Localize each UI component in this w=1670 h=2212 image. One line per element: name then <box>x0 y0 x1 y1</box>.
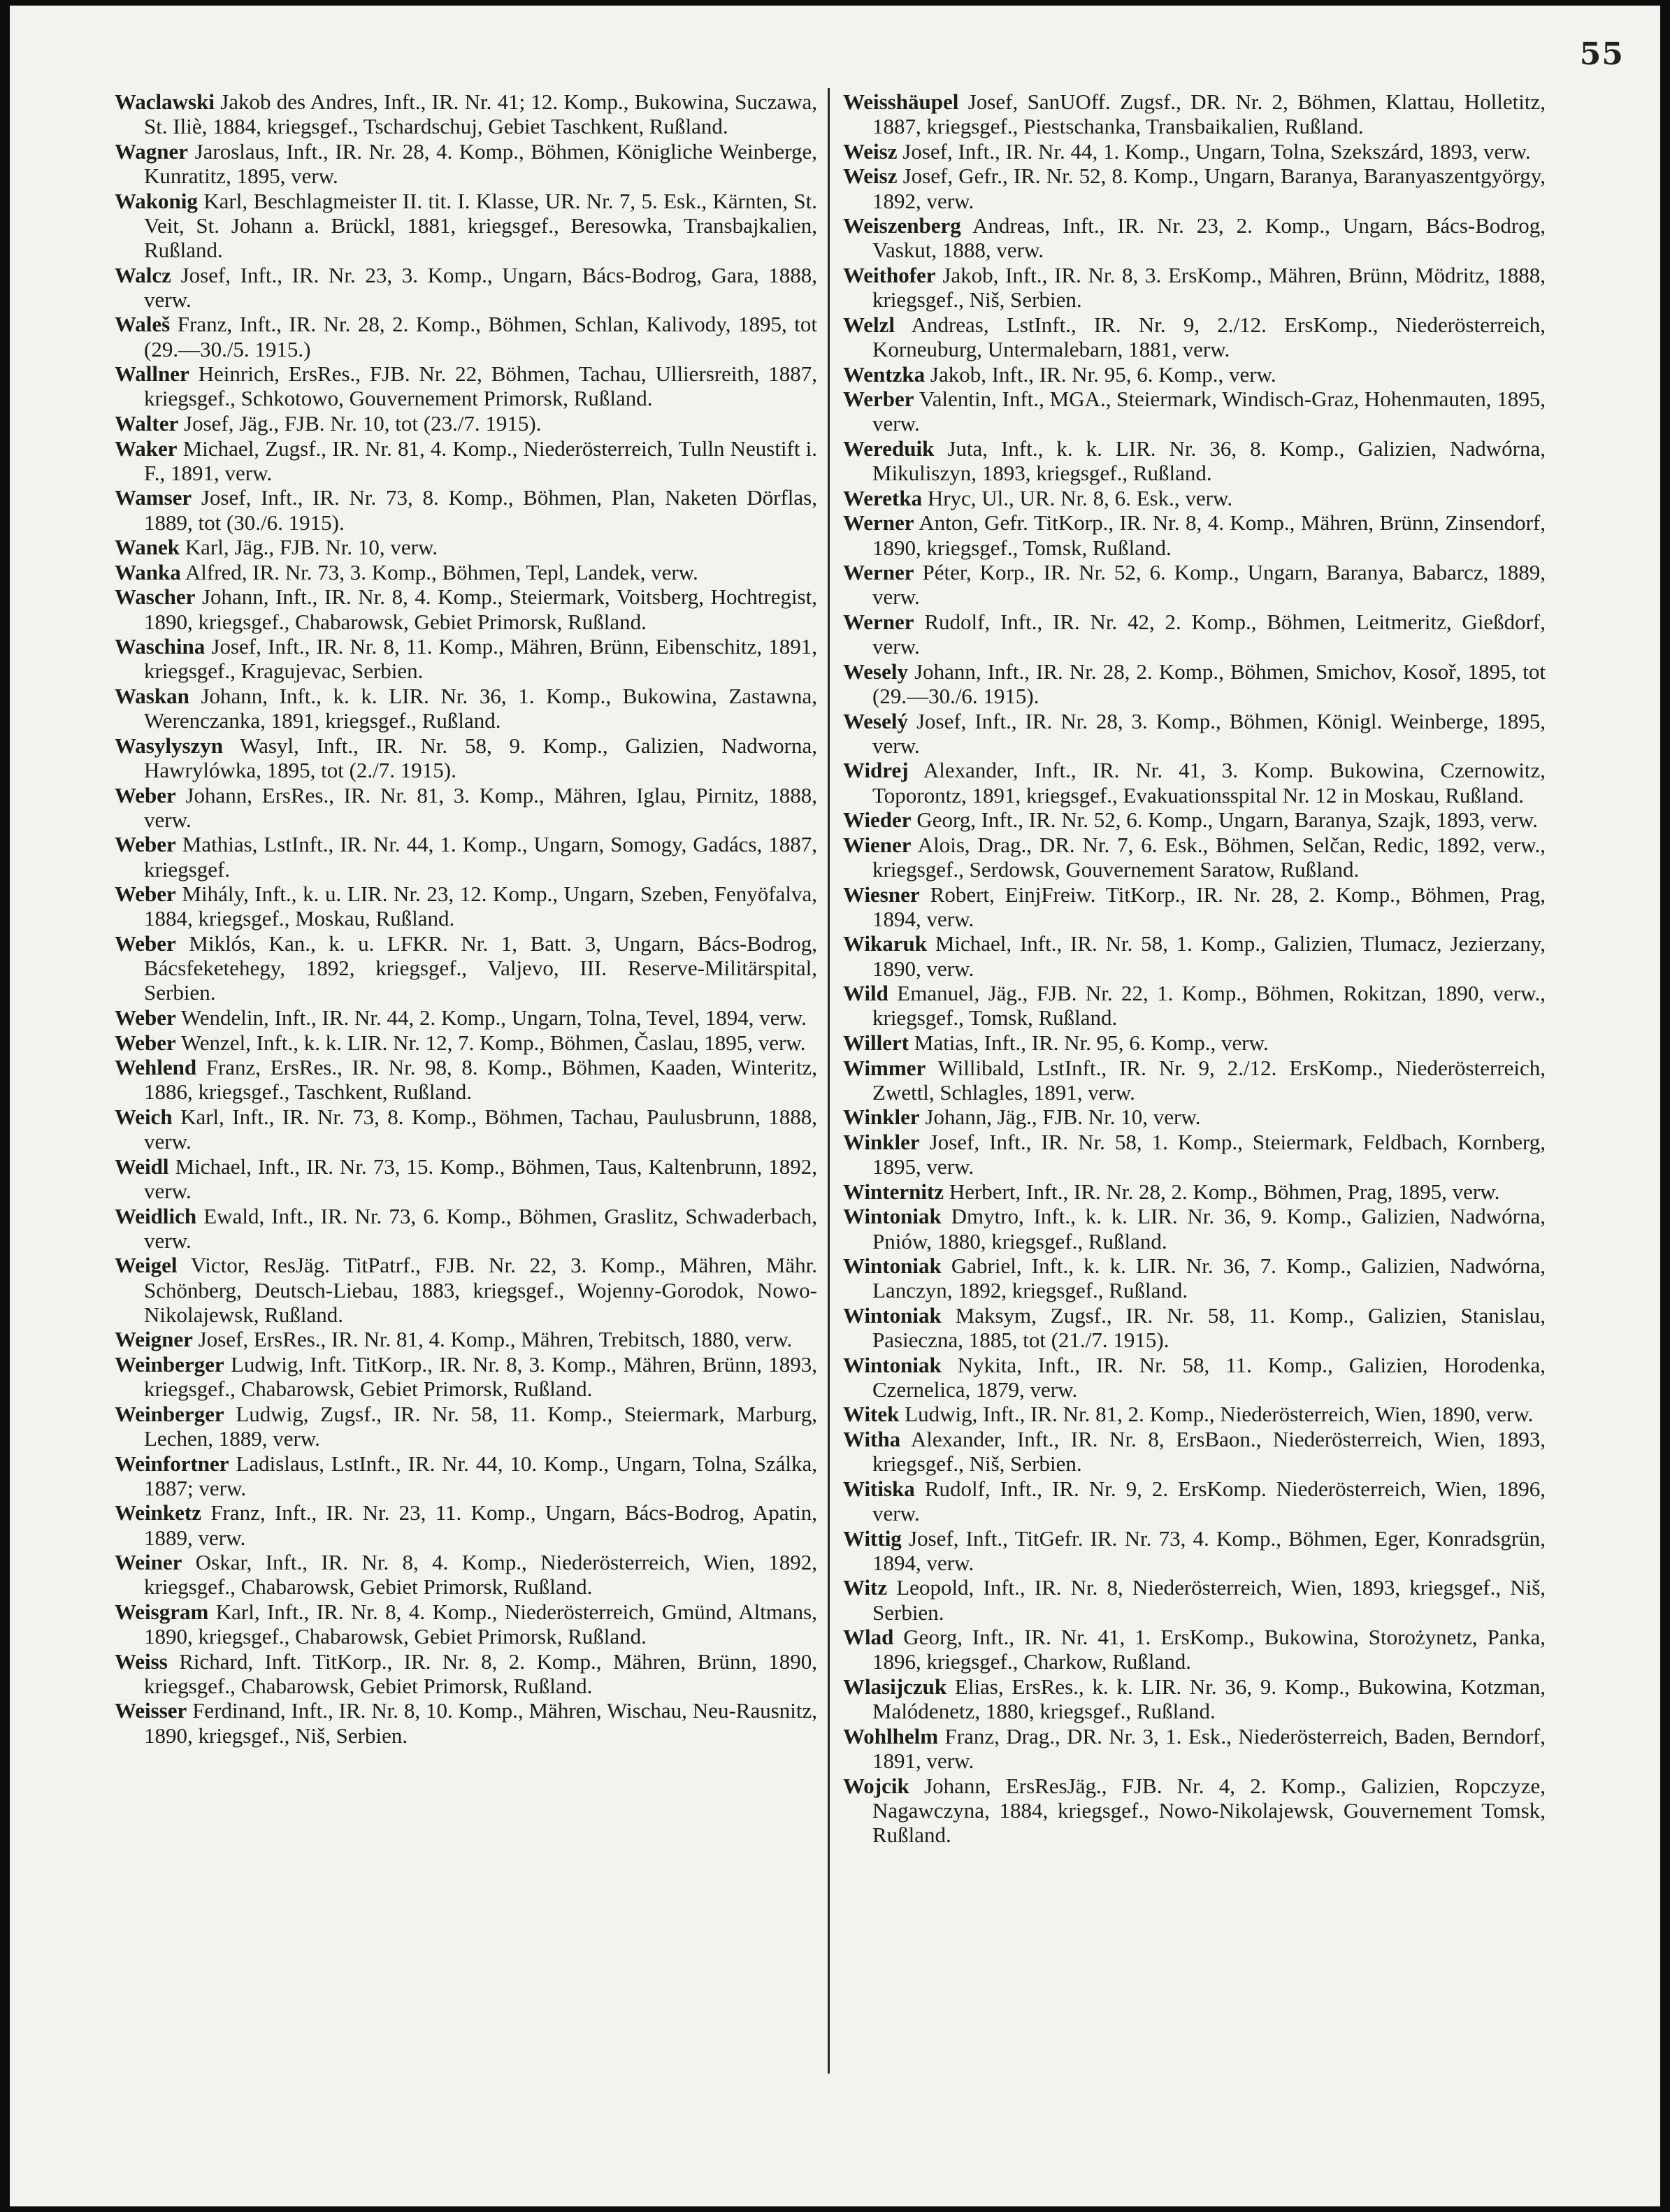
entry-surname: Winkler <box>843 1105 920 1130</box>
register-entry <box>115 361 817 410</box>
register-entry <box>115 1402 817 1451</box>
entry-details: Jakob, Inft., IR. Nr. 95, 6. Komp., verw. <box>930 361 1276 387</box>
entry-surname: Waker <box>115 436 178 461</box>
register-entry <box>843 882 1546 931</box>
entry-details: Josef, Inft., IR. Nr. 73, 8. Komp., Böhmen, Plan, Naketen Dörflas, 1889, tot (30./6. 1915). <box>144 485 817 535</box>
register-entry <box>115 436 817 485</box>
register-entry <box>115 1698 817 1747</box>
entry-surname: Werner <box>843 510 914 536</box>
entry-details: Michael, Inft., IR. Nr. 58, 1. Komp., Galizien, Tlumacz, Jezierzany, 1890, verw. <box>872 931 1546 981</box>
entry-details: Josef, Inft., IR. Nr. 28, 3. Komp., Böhmen, Königl. Weinberge, 1895, verw. <box>872 708 1546 758</box>
entry-surname: Wintoniak <box>843 1254 942 1279</box>
register-entry <box>115 1105 817 1154</box>
register-entry <box>843 89 1546 138</box>
entry-details: Leopold, Inft., IR. Nr. 8, Niederösterreich, Wien, 1893, kriegsgef., Niš, Serbien. <box>872 1575 1546 1625</box>
entry-surname: Wagner <box>115 138 189 164</box>
entry-surname: Weiss <box>115 1649 168 1674</box>
entry-surname: Wascher <box>115 584 196 610</box>
entry-surname: Weber <box>115 1030 176 1055</box>
register-entry <box>843 1130 1546 1179</box>
register-entry <box>843 1254 1546 1302</box>
register-entry <box>115 832 817 881</box>
entry-details: Wasyl, Inft., IR. Nr. 58, 9. Komp., Galizien, Nadworna, Hawrylówka, 1895, tot (2./7. 1915). <box>144 733 817 782</box>
entry-surname: Weithofer <box>843 262 936 287</box>
document-page <box>10 6 1660 2206</box>
register-entry <box>843 1477 1546 1525</box>
entry-details: Johann, Inft., IR. Nr. 8, 4. Komp., Steiermark, Voitsberg, Hochtregist, 1890, kriegsgef., Chabarowsk, Gebiet Primorsk, Rußland. <box>144 584 817 634</box>
entry-surname: Weisz <box>843 138 898 164</box>
entry-surname: Willert <box>843 1030 909 1055</box>
register-entry <box>115 1005 817 1030</box>
entry-details: Josef, ErsRes., IR. Nr. 81, 4. Komp., Mähren, Trebitsch, 1880, verw. <box>198 1327 793 1352</box>
entry-details: Elias, ErsRes., k. k. LIR. Nr. 36, 9. Komp., Bukowina, Kotzman, Malódenetz, 1880, kriegsgef., Rußland. <box>872 1674 1546 1724</box>
register-entry <box>115 1500 817 1549</box>
register-entry <box>115 411 817 436</box>
register-entry <box>843 139 1546 164</box>
entry-surname: Weinfortner <box>115 1451 229 1476</box>
entry-surname: Winternitz <box>843 1179 944 1204</box>
register-entry <box>843 833 1546 882</box>
entry-surname: Weber <box>115 882 176 907</box>
register-entry <box>843 1674 1546 1723</box>
entry-details: Ewald, Inft., IR. Nr. 73, 6. Komp., Böhmen, Graslitz, Schwaderbach, verw. <box>144 1203 818 1253</box>
register-entry <box>115 1352 817 1401</box>
entry-surname: Waclawski <box>115 89 215 114</box>
entry-surname: Weber <box>115 1005 176 1030</box>
register-entry <box>115 485 817 534</box>
register-entry <box>843 1402 1546 1426</box>
entry-details: Wenzel, Inft., k. k. LIR. Nr. 12, 7. Komp., Böhmen, Časlau, 1895, verw. <box>181 1030 806 1055</box>
entry-details: Juta, Inft., k. k. LIR. Nr. 36, 8. Komp., Galizien, Nadwórna, Mikuliszyn, 1893, kriegsgef., Rußland. <box>872 436 1546 486</box>
register-entry <box>843 164 1546 213</box>
register-entry <box>843 387 1546 436</box>
entry-details: Emanuel, Jäg., FJB. Nr. 22, 1. Komp., Böhmen, Rokitzan, 1890, verw., kriegsgef., Tomsk, Rußland. <box>872 981 1546 1030</box>
entry-surname: Wieder <box>843 807 912 833</box>
entry-details: Rudolf, Inft., IR. Nr. 9, 2. ErsKomp. Niederösterreich, Wien, 1896, verw. <box>872 1476 1546 1526</box>
entry-surname: Wereduik <box>843 436 935 461</box>
entry-surname: Walter <box>115 410 179 436</box>
entry-details: Franz, Inft., IR. Nr. 28, 2. Komp., Böhmen, Schlan, Kalivody, 1895, tot (29.—30./5. 1915.) <box>144 312 817 361</box>
entry-details: Péter, Korp., IR. Nr. 52, 6. Komp., Ungarn, Baranya, Babarcz, 1889, verw. <box>872 560 1546 610</box>
register-entry <box>115 263 817 312</box>
entry-details: Josef, Inft., IR. Nr. 8, 11. Komp., Mähren, Brünn, Eibenschitz, 1891, kriegsgef., Kragujevac, Serbien. <box>144 634 818 684</box>
register-entry <box>843 1724 1546 1773</box>
entry-surname: Wakonig <box>115 188 198 213</box>
entry-details: Josef, Inft., TitGefr. IR. Nr. 73, 4. Komp., Böhmen, Eger, Konradsgrün, 1894, verw. <box>872 1525 1546 1575</box>
entry-details: Andreas, Inft., IR. Nr. 23, 2. Komp., Ungarn, Bács-Bodrog, Vaskut, 1888, verw. <box>872 213 1546 263</box>
register-entry <box>843 610 1546 659</box>
entry-details: Johann, Inft., IR. Nr. 28, 2. Komp., Böhmen, Smichov, Kosoř, 1895, tot (29.—30./6. 1915). <box>872 659 1546 708</box>
entry-details: Willibald, LstInft., IR. Nr. 9, 2./12. ErsKomp., Niederösterreich, Zwettl, Schlagles, 1891, verw. <box>872 1055 1546 1105</box>
entry-surname: Waleš <box>115 312 171 337</box>
entry-surname: Weisz <box>843 164 898 189</box>
entry-details: Jaroslaus, Inft., IR. Nr. 28, 4. Komp., Böhmen, Königliche Weinberge, Kunratitz, 1895, verw. <box>144 138 817 188</box>
register-entry <box>115 684 817 733</box>
register-entry <box>843 931 1546 980</box>
entry-surname: Werber <box>843 387 914 412</box>
entry-details: Alexander, Inft., IR. Nr. 8, ErsBaon., Niederösterreich, Wien, 1893, kriegsgef., Niš, Serbien. <box>872 1427 1546 1477</box>
entry-details: Nykita, Inft., IR. Nr. 58, 11. Komp., Galizien, Horodenka, Czernelica, 1879, verw. <box>872 1352 1546 1402</box>
register-entry <box>115 1649 817 1698</box>
entry-details: Valentin, Inft., MGA., Steiermark, Windisch-Graz, Hohenmauten, 1895, verw. <box>872 387 1546 436</box>
entry-details: Johann, ErsResJäg., FJB. Nr. 4, 2. Komp., Galizien, Ropczyze, Nagawczyna, 1884, kriegsgef., Nowo-Nikolajewsk, Gouvernement Tomsk, Rußland. <box>872 1773 1546 1848</box>
entry-details: Franz, ErsRes., IR. Nr. 98, 8. Komp., Böhmen, Kaaden, Winteritz, 1886, kriegsgef., Taschkent, Rußland. <box>144 1055 817 1105</box>
register-entry <box>115 312 817 361</box>
entry-details: Ludwig, Zugsf., IR. Nr. 58, 11. Komp., Steiermark, Marburg, Lechen, 1889, verw. <box>144 1401 817 1451</box>
entry-surname: Waskan <box>115 683 189 708</box>
register-entry <box>115 1600 817 1649</box>
entry-surname: Wohlhelm <box>843 1723 939 1748</box>
register-entry <box>115 1451 817 1500</box>
register-entry <box>843 1526 1546 1575</box>
entry-details: Karl, Jäg., FJB. Nr. 10, verw. <box>185 535 438 560</box>
entry-surname: Werner <box>843 609 914 634</box>
entry-surname: Weselý <box>843 708 908 733</box>
register-entry <box>115 733 817 782</box>
entry-surname: Weidlich <box>115 1203 197 1228</box>
entry-surname: Wiesner <box>843 882 920 907</box>
entry-surname: Wanek <box>115 535 180 560</box>
register-entry <box>843 1030 1546 1055</box>
right-column <box>843 89 1546 1848</box>
register-entry <box>115 1055 817 1104</box>
entry-surname: Weisser <box>115 1698 187 1723</box>
entry-surname: Wamser <box>115 485 192 510</box>
entry-surname: Widrej <box>843 758 909 783</box>
entry-surname: Wojcik <box>843 1773 909 1798</box>
register-entry <box>843 1179 1546 1204</box>
register-entry <box>843 981 1546 1030</box>
entry-details: Matias, Inft., IR. Nr. 95, 6. Komp., verw. <box>914 1030 1269 1055</box>
entry-surname: Weisshäupel <box>843 89 959 114</box>
entry-details: Georg, Inft., IR. Nr. 52, 6. Komp., Ungarn, Baranya, Szajk, 1893, verw. <box>916 807 1538 833</box>
entry-details: Victor, ResJäg. TitPatrf., FJB. Nr. 22, 3. Komp., Mähren, Mähr. Schönberg, Deutsch-Liebau, 1883, kriegsgef., Wojenny-Gorodok, Nowo-Nikolajewsk, Rußland. <box>144 1253 817 1327</box>
entry-details: Franz, Inft., IR. Nr. 23, 11. Komp., Ungarn, Bács-Bodrog, Apatin, 1889, verw. <box>144 1500 818 1550</box>
entry-details: Hryc, Ul., UR. Nr. 8, 6. Esk., verw. <box>927 485 1233 510</box>
register-entry <box>843 1303 1546 1352</box>
entry-surname: Witz <box>843 1575 888 1600</box>
entry-surname: Wild <box>843 981 888 1006</box>
register-entry <box>843 758 1546 807</box>
entry-details: Robert, EinjFreiw. TitKorp., IR. Nr. 28, 2. Komp., Böhmen, Prag, 1894, verw. <box>872 882 1546 931</box>
register-entry <box>115 1550 817 1599</box>
entry-surname: Wintoniak <box>843 1204 942 1229</box>
register-entry <box>843 1105 1546 1129</box>
entry-details: Alfred, IR. Nr. 73, 3. Komp., Böhmen, Tepl, Landek, verw. <box>185 559 698 584</box>
register-entry <box>115 1327 817 1351</box>
left-column <box>115 89 817 1748</box>
entry-details: Wendelin, Inft., IR. Nr. 44, 2. Komp., Ungarn, Tolna, Tevel, 1894, verw. <box>181 1005 807 1030</box>
entry-details: Karl, Beschlagmeister II. tit. I. Klasse, UR. Nr. 7, 5. Esk., Kärnten, St. Veit, St. Johann a. Brückl, 1881, kriegsgef., Beresowka, Transbajkalien, Rußland. <box>144 188 818 262</box>
entry-surname: Waschina <box>115 634 206 659</box>
entry-surname: Weinberger <box>115 1351 224 1377</box>
entry-details: Franz, Drag., DR. Nr. 3, 1. Esk., Niederösterreich, Baden, Berndorf, 1891, verw. <box>872 1723 1546 1774</box>
entry-details: Andreas, LstInft., IR. Nr. 9, 2./12. ErsKomp., Niederösterreich, Korneuburg, Untermalebarn, 1881, verw. <box>872 312 1546 361</box>
column-divider <box>828 88 830 2074</box>
entry-surname: Weinberger <box>115 1401 224 1426</box>
entry-surname: Weber <box>115 782 176 807</box>
entry-surname: Weber <box>115 832 176 857</box>
register-entry <box>843 807 1546 832</box>
register-entry <box>115 535 817 559</box>
entry-details: Gabriel, Inft., k. k. LIR. Nr. 36, 7. Komp., Galizien, Nadwórna, Lanczyn, 1892, kriegsgef., Rußland. <box>872 1254 1546 1303</box>
entry-surname: Wintoniak <box>843 1352 942 1377</box>
entry-details: Josef, Gefr., IR. Nr. 52, 8. Komp., Ungarn, Baranya, Baranyaszentgyörgy, 1892, verw. <box>872 164 1546 213</box>
register-entry <box>115 189 817 263</box>
entry-surname: Winkler <box>843 1129 920 1154</box>
entry-surname: Weisgram <box>115 1599 209 1624</box>
register-entry <box>843 1575 1546 1624</box>
entry-details: Johann, Inft., k. k. LIR. Nr. 36, 1. Komp., Bukowina, Zastawna, Werenczanka, 1891, kriegsgef., Rußland. <box>144 683 818 733</box>
entry-details: Michael, Zugsf., IR. Nr. 81, 4. Komp., Niederösterreich, Tulln Neustift i. F., 1891, verw. <box>144 436 818 485</box>
register-entry <box>843 313 1546 361</box>
entry-surname: Welzl <box>843 312 895 337</box>
entry-details: Karl, Inft., IR. Nr. 8, 4. Komp., Niederösterreich, Gmünd, Altmans, 1890, kriegsgef., Chabarowsk, Gebiet Primorsk, Rußland. <box>144 1599 817 1649</box>
entry-details: Rudolf, Inft., IR. Nr. 42, 2. Komp., Böhmen, Leitmeritz, Gießdorf, verw. <box>872 609 1546 659</box>
entry-details: Anton, Gefr. TitKorp., IR. Nr. 8, 4. Komp., Mähren, Brünn, Zinsendorf, 1890, kriegsgef., Tomsk, Rußland. <box>872 510 1546 560</box>
entry-details: Ferdinand, Inft., IR. Nr. 8, 10. Komp., Mähren, Wischau, Neu-Rausnitz, 1890, kriegsgef., Niš, Serbien. <box>144 1698 818 1748</box>
entry-details: Miklós, Kan., k. u. LFKR. Nr. 1, Batt. 3, Ungarn, Bács-Bodrog, Bácsfeketehegy, 1892, kriegsgef., Valjevo, III. Reserve-Militärspital, Serbien. <box>144 931 817 1005</box>
entry-details: Alois, Drag., DR. Nr. 7, 6. Esk., Böhmen, Selčan, Redic, 1892, verw., kriegsgef., Serdowsk, Gouvernement Saratow, Rußland. <box>872 832 1546 882</box>
entry-surname: Wasylyszyn <box>115 733 224 758</box>
entry-details: Richard, Inft. TitKorp., IR. Nr. 8, 2. Komp., Mähren, Brünn, 1890, kriegsgef., Chabarowsk, Gebiet Primorsk, Rußland. <box>144 1649 817 1698</box>
entry-surname: Weigner <box>115 1327 193 1352</box>
entry-details: Jakob, Inft., IR. Nr. 8, 3. ErsKomp., Mähren, Brünn, Mödritz, 1888, kriegsgef., Niš, Serbien. <box>872 262 1546 313</box>
entry-details: Maksym, Zugsf., IR. Nr. 58, 11. Komp., Galizien, Stanislau, Pasieczna, 1885, tot (21./7. 1915). <box>872 1302 1546 1353</box>
register-entry <box>843 486 1546 510</box>
register-entry <box>843 510 1546 559</box>
entry-details: Ludwig, Inft. TitKorp., IR. Nr. 8, 3. Komp., Mähren, Brünn, 1893, kriegsgef., Chabarowsk, Gebiet Primorsk, Rußland. <box>144 1351 817 1402</box>
entry-surname: Wehlend <box>115 1055 197 1080</box>
register-entry <box>843 263 1546 312</box>
register-entry <box>843 1427 1546 1476</box>
entry-surname: Wlasijczuk <box>843 1674 947 1700</box>
entry-details: Georg, Inft., IR. Nr. 41, 1. ErsKomp., Bukowina, Storożynetz, Panka, 1896, kriegsgef., Charkow, Rußland. <box>872 1625 1546 1674</box>
register-entry <box>843 1353 1546 1402</box>
entry-details: Oskar, Inft., IR. Nr. 8, 4. Komp., Niederösterreich, Wien, 1892, kriegsgef., Chabarowsk, Gebiet Primorsk, Rußland. <box>144 1550 818 1600</box>
register-entry <box>843 436 1546 485</box>
entry-surname: Wesely <box>843 659 908 684</box>
register-entry <box>843 560 1546 609</box>
entry-details: Johann, ErsRes., IR. Nr. 81, 3. Komp., Mähren, Iglau, Pirnitz, 1888, verw. <box>144 782 817 832</box>
register-entry <box>843 1625 1546 1674</box>
entry-details: Mihály, Inft., k. u. LIR. Nr. 23, 12. Komp., Ungarn, Szeben, Fenyöfalva, 1884, kriegsgef., Moskau, Rußland. <box>144 882 817 931</box>
entry-surname: Wintoniak <box>843 1302 942 1328</box>
register-entry <box>115 634 817 683</box>
entry-surname: Weidl <box>115 1154 169 1179</box>
entry-surname: Werner <box>843 560 914 585</box>
entry-surname: Witiska <box>843 1476 915 1501</box>
entry-surname: Wittig <box>843 1525 902 1551</box>
register-entry <box>843 1774 1546 1848</box>
entry-surname: Witha <box>843 1427 901 1452</box>
page-number: 55 <box>1579 36 1624 72</box>
entry-details: Herbert, Inft., IR. Nr. 28, 2. Komp., Böhmen, Prag, 1895, verw. <box>949 1179 1500 1204</box>
entry-details: Ludwig, Inft., IR. Nr. 81, 2. Komp., Niederösterreich, Wien, 1890, verw. <box>905 1402 1534 1427</box>
entry-surname: Wlad <box>843 1625 894 1650</box>
entry-details: Karl, Inft., IR. Nr. 73, 8. Komp., Böhmen, Tachau, Paulusbrunn, 1888, verw. <box>144 1104 817 1154</box>
register-entry <box>115 89 817 138</box>
register-entry <box>843 362 1546 387</box>
entry-details: Johann, Jäg., FJB. Nr. 10, verw. <box>925 1105 1201 1130</box>
entry-details: Josef, Jäg., FJB. Nr. 10, tot (23./7. 1915). <box>184 410 542 436</box>
entry-surname: Weiner <box>115 1550 182 1575</box>
entry-surname: Wanka <box>115 559 181 584</box>
entry-surname: Weretka <box>843 485 923 510</box>
entry-surname: Wiener <box>843 832 912 857</box>
register-entry <box>115 1154 817 1203</box>
register-entry <box>115 1204 817 1253</box>
register-entry <box>843 1204 1546 1253</box>
register-entry <box>115 783 817 832</box>
entry-surname: Witek <box>843 1402 900 1427</box>
entry-surname: Weber <box>115 931 176 956</box>
register-entry <box>115 584 817 633</box>
entry-surname: Wikaruk <box>843 931 928 956</box>
entry-surname: Weiszenberg <box>843 213 961 238</box>
entry-details: Michael, Inft., IR. Nr. 73, 15. Komp., Böhmen, Taus, Kaltenbrunn, 1892, verw. <box>144 1154 818 1203</box>
entry-surname: Walcz <box>115 262 171 287</box>
entry-surname: Wentzka <box>843 361 926 387</box>
entry-surname: Wallner <box>115 361 189 387</box>
entry-details: Ladislaus, LstInft., IR. Nr. 44, 10. Komp., Ungarn, Tolna, Szálka, 1887; verw. <box>144 1451 817 1500</box>
register-entry <box>843 659 1546 708</box>
entry-surname: Weich <box>115 1104 173 1129</box>
register-entry <box>115 1253 817 1327</box>
entry-details: Alexander, Inft., IR. Nr. 41, 3. Komp. Bukowina, Czernowitz, Toporontz, 1891, kriegsgef., Evakuationsspital Nr. 12 in Moskau, Rußland. <box>872 758 1546 807</box>
register-entry <box>843 709 1546 758</box>
register-entry <box>115 560 817 584</box>
register-entry <box>115 1030 817 1055</box>
entry-details: Josef, Inft., IR. Nr. 44, 1. Komp., Ungarn, Tolna, Szekszárd, 1893, verw. <box>902 138 1531 164</box>
register-entry <box>115 931 817 1005</box>
register-entry <box>115 139 817 188</box>
entry-details: Josef, Inft., IR. Nr. 23, 3. Komp., Ungarn, Bács-Bodrog, Gara, 1888, verw. <box>144 262 817 312</box>
register-entry <box>115 882 817 931</box>
register-entry <box>843 213 1546 262</box>
entry-surname: Weinketz <box>115 1500 201 1525</box>
entry-details: Dmytro, Inft., k. k. LIR. Nr. 36, 9. Komp., Galizien, Nadwórna, Pniów, 1880, kriegsgef., Rußland. <box>872 1204 1546 1254</box>
entry-surname: Weigel <box>115 1253 178 1278</box>
entry-details: Mathias, LstInft., IR. Nr. 44, 1. Komp., Ungarn, Somogy, Gadács, 1887, kriegsgef. <box>144 832 817 882</box>
entry-details: Heinrich, ErsRes., FJB. Nr. 22, Böhmen, Tachau, Ulliersreith, 1887, kriegsgef., Schkotowo, Gouvernement Primorsk, Rußland. <box>144 361 817 411</box>
entry-details: Josef, SanUOff. Zugsf., DR. Nr. 2, Böhmen, Klattau, Holletitz, 1887, kriegsgef., Piestschanka, Transbaikalien, Rußland. <box>872 89 1546 139</box>
register-entry <box>843 1056 1546 1105</box>
entry-details: Josef, Inft., IR. Nr. 58, 1. Komp., Steiermark, Feldbach, Kornberg, 1895, verw. <box>872 1129 1546 1179</box>
entry-surname: Wimmer <box>843 1055 926 1080</box>
entry-details: Jakob des Andres, Inft., IR. Nr. 41; 12. Komp., Bukowina, Suczawa, St. Iliè, 1884, kriegsgef., Tschardschuj, Gebiet Taschkent, Rußland. <box>144 89 817 139</box>
